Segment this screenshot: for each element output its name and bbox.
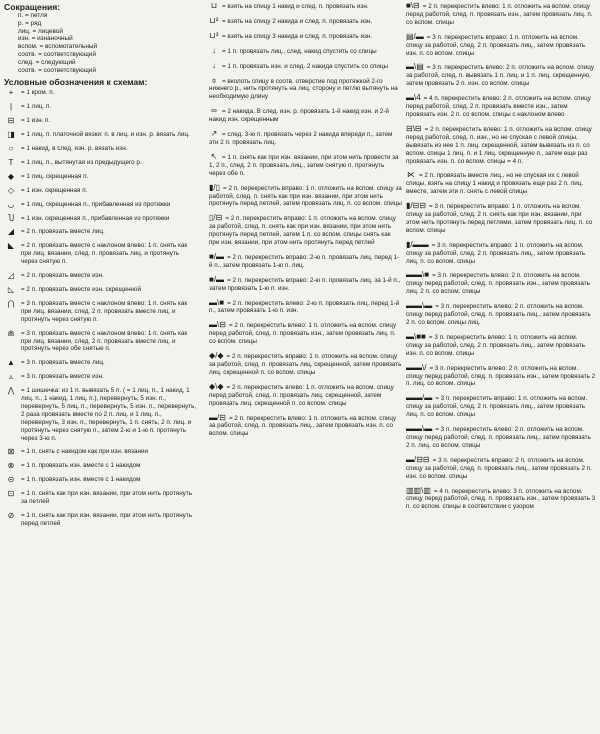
legend-entry-text: = 3 п. перекрестить вправо: 1 п. отложить на вспом. спицу за работой, след. 2 п. провязать лиц., затем провязать лиц. п. со вспом. спицы bbox=[406, 395, 588, 419]
abbreviation-item: р. = ряд bbox=[18, 19, 42, 27]
legend-entry-text: = 2 п. провязать вместе изн. bbox=[21, 272, 104, 280]
stitch-symbol-icon: ↗ bbox=[210, 129, 218, 139]
legend-entry-text: = 1 п. провязать изн. вместе с 1 накидом bbox=[21, 476, 141, 484]
stitch-symbol-icon: | bbox=[9, 102, 13, 112]
legend-entry bbox=[4, 373, 197, 381]
legend-entry bbox=[209, 130, 402, 147]
stitch-symbol-icon: + bbox=[8, 88, 14, 98]
stitch-symbol-icon: ▬\⊟ bbox=[209, 320, 226, 330]
legend-entry bbox=[209, 107, 402, 124]
abbreviation-item: п. = петля bbox=[18, 12, 48, 19]
column-1 bbox=[4, 2, 197, 528]
legend-entry-text: = 1 лиц. скрещенная п. bbox=[21, 172, 89, 180]
legend-entry-text: = след. 3-ю п. провязать через 2 накида впереди п., затем эти 2 п. провязать лиц. bbox=[209, 131, 393, 146]
stitch-symbol-icon: ↓ bbox=[212, 45, 216, 55]
stitch-symbol-icon: ⌽ bbox=[211, 75, 217, 85]
stitch-symbol-icon: ▬▬\■ bbox=[406, 270, 430, 280]
stitch-symbol-icon: ⋂ bbox=[7, 298, 15, 308]
legend-entry-text: = взять на спицу 3 накида и след. п. провязать изн. bbox=[222, 32, 373, 40]
legend-entry-text: = 2 п. провязать вместе лиц. bbox=[21, 228, 105, 236]
column-3 bbox=[406, 2, 596, 511]
abbreviation-item: вспом. = вспомогательный bbox=[18, 43, 98, 51]
legend-entry-text: = 2 п. перекрестить вправо: 1 п. отложить на вспом. спицу за работой, след. п. снять как при изн. вязании, при этом нить протянуть перед петлей, затем провязать лиц. п. со вспом. спицы bbox=[209, 184, 402, 208]
legend-entry bbox=[4, 359, 197, 367]
legend-entry-text: = 2 п. перекрестить влево: 2-ю п. провязать лиц. перед 1-й п., затем провязать 1-ю п. изн. bbox=[209, 299, 400, 315]
legend-entry-text: = 1 накид, в след. изн. р. вязать изн. bbox=[21, 145, 128, 152]
stitch-symbol-icon: T bbox=[8, 157, 14, 167]
legend-entry bbox=[4, 145, 197, 153]
legend-entry-text: = 4 п. перекрестить влево: 3 п. отложить на вспом. спицу перед работой, след. п. провязать изн., затем провязать 3 п. со вспом. спицы в соответствии с узором bbox=[406, 487, 596, 511]
legend-entry-text: = 3 п. перекрестить вправо: 2 п. отложить на вспом. спицу за работой, след. п. провязать лиц., затем провязать 2 п. изн. со вспом. спицы bbox=[406, 456, 592, 480]
stitch-symbol-icon: ▮/▬▬ bbox=[406, 239, 429, 249]
stitch-symbol-icon: ⊟\⊟ bbox=[406, 123, 422, 133]
legend-entry bbox=[406, 271, 596, 296]
abbreviation-item: соотв. = соответствующий bbox=[18, 50, 97, 58]
stitch-symbol-icon: ◆ bbox=[7, 171, 15, 181]
legend-entry bbox=[4, 201, 197, 209]
legend-entry bbox=[406, 364, 596, 389]
stitch-symbol-icon: ◡ bbox=[7, 199, 15, 209]
legend-entry-text: = 2 п. провязать вместе лиц., но не спуская их с левой спицы, взять на спицу 1 накид и провязать еще раз 2 п. лиц. вместе, затем эти п. снять с левой спицы bbox=[406, 172, 584, 196]
legend-entry-text: = 3 п. перекрестить вправо: 1 п. отложить на вспом. спицу за работой, след. 2 п. провязать лиц., затем провязать изн. п. со вспом. спицы bbox=[406, 33, 586, 57]
stitch-symbol-icon: ◇ bbox=[7, 185, 15, 195]
legend-entry bbox=[4, 117, 197, 125]
stitch-symbol-icon: ■\⊟ bbox=[406, 1, 420, 10]
stitch-symbol-icon: ▬\■■ bbox=[406, 331, 426, 341]
legend-entry bbox=[406, 94, 596, 119]
legend-entry-text: = взять на спицу 1 накид и след. п. провязать изн. bbox=[222, 3, 369, 10]
legend-entry bbox=[4, 131, 197, 139]
legend-entry bbox=[4, 103, 197, 111]
legend-entry-text: = 1 лиц. п. bbox=[21, 103, 52, 111]
legend-entry-text: = 2 п. перекрестить вправо: 2-ю п. провязать лиц. перед 1-й п., затем провязать 1-ю п. лиц. bbox=[209, 253, 400, 269]
legend-entry-text: = 1 шишечка: из 1 п. вывязать 5 п. ( = 1 лиц. п., 1 накид, 1 лиц. п., 1 накид, 1 лиц. п.), перевернуть, 5 изн. п., перевернуть, 5 лиц. п., перевернуть, 5 изн. п., перевернуть, 2 раза провязать вместе по 2 п. лиц. и 1 лиц. п., перевернуть, 3 изн. п., перевернуть, 1 п. снять, 2 п. лиц. и протянуть через снятую п., затем 2-ю и 1-ю п. протянуть через 3-ю п. bbox=[21, 387, 197, 442]
stitch-symbol-icon: ◺ bbox=[7, 284, 15, 294]
legend-entry-text: = 3 п. перекрестить влево: 1 п. отложить на вспом. спицу за работой, след. 2 п. провязать лиц., затем провязать изн. п. со вспом. спицы bbox=[406, 333, 586, 357]
legend-entry bbox=[209, 2, 402, 11]
legend-entry-text: = 2 п. перекрестить влево: 1 п. отложить на вспом. спицу перед работой, след. п. изн., но не спуская с левой спицы, вывязать из нее 1 п. лиц. скрещенной, затем вывязать из п. со вспом. спицы 1 лиц. п. и 1 лиц. скрещенную п., затем еще раз провязать изн. п. со вспом. спицы = 4 п. bbox=[406, 125, 592, 165]
legend-entry-text: = 1 п. снять как при изн. вязании, при этом нить провести за 1, 2 п., след. 2 п. провязать лиц., затем снятую п. протянуть через обе п. bbox=[209, 153, 399, 177]
legend-entry-text: = 1 п. провязать лиц., след. накид спустить со спицы bbox=[222, 47, 377, 55]
legend-entry-text: = 2 п. провязать вместе с наклоном влево: 1 п. снять как при лиц. вязании, след. п. провязать лиц. и протянуть через снятую п. bbox=[21, 242, 188, 266]
stitch-symbol-icon: ▲ bbox=[7, 358, 15, 368]
legend-entry bbox=[209, 153, 402, 178]
legend-entry bbox=[209, 184, 402, 209]
legend-entry bbox=[209, 414, 402, 439]
legend-entry bbox=[4, 286, 197, 294]
legend-entry bbox=[406, 302, 596, 327]
legend-entry-text: = 1 п. снять с накидом как при изн. вязании bbox=[21, 448, 148, 456]
stitch-symbol-icon: ▤/▬ bbox=[406, 31, 424, 41]
column-2 bbox=[209, 2, 402, 438]
legend-entry-text: = 2 п. перекрестить вправо: 2-ю п. провязать лиц. за 1-й п., затем провязать 1-ю п. изн. bbox=[209, 276, 401, 292]
legend-entry bbox=[4, 215, 197, 223]
stitch-symbol-icon: ▬▬/▬ bbox=[406, 393, 433, 403]
stitch-symbol-icon: ⊝ bbox=[7, 475, 15, 485]
legend-entry bbox=[4, 228, 197, 236]
legend-entry-text: = 3 п. провязать вместе лиц. bbox=[21, 359, 105, 367]
stitch-symbol-icon: ⊔² bbox=[209, 15, 219, 25]
stitch-symbol-icon: ▬▬\▬ bbox=[406, 301, 433, 311]
legend-title: Условные обозначения к схемам: bbox=[4, 77, 148, 88]
legend-entry bbox=[4, 272, 197, 280]
stitch-symbol-icon: ▥▥\▥ bbox=[406, 485, 431, 495]
legend-entry-text: = 1 п. провязать изн. и след. 2 накида спустить со спицы bbox=[222, 62, 389, 70]
stitch-symbol-icon: ■/▬ bbox=[209, 251, 225, 261]
legend-entry-text: = 3 п. перекрестить влево: 2 п. отложить на вспом. спицу перед работой, след. п. провязать лиц., затем провязать 2 п. со вспом. спицы лиц. bbox=[406, 303, 591, 326]
stitch-symbol-icon: ⋒ bbox=[7, 328, 15, 338]
legend-entry bbox=[406, 63, 596, 88]
abbreviation-item: лиц. = лицевой bbox=[18, 27, 63, 35]
legend-entry bbox=[406, 202, 596, 235]
legend-entry-text: = 2 п. перекрестить влево: 1 п. отложить на вспом. спицу за работой, след. п. провязать лиц., затем провязать изн. п. со вспом. спицы bbox=[209, 414, 397, 438]
legend-entry bbox=[209, 17, 402, 26]
legend-entry bbox=[209, 299, 402, 316]
stitch-symbol-icon: ⋉ bbox=[407, 170, 415, 180]
abbreviation-item: изн. = изнаночный bbox=[18, 35, 73, 43]
legend-entry-text: = 1 лиц. п., вытянутая из предыдущего р. bbox=[21, 158, 142, 166]
stitch-symbol-icon: ◢ bbox=[7, 227, 15, 237]
stitch-symbol-icon: ⊟ bbox=[7, 116, 15, 126]
legend-entry bbox=[406, 125, 596, 166]
legend-entry-text: = 1 лиц. п. платочной вязки: п. в лиц. и изн. р. вязать лиц. bbox=[21, 131, 190, 139]
legend-entry bbox=[4, 89, 197, 97]
legend-entry bbox=[406, 394, 596, 419]
legend-entry bbox=[209, 214, 402, 247]
legend-entry bbox=[4, 173, 197, 181]
stitch-symbol-icon: ▮/▯ bbox=[209, 182, 221, 192]
legend-list-2 bbox=[209, 2, 402, 438]
legend-entry bbox=[209, 77, 402, 102]
legend-entry bbox=[4, 242, 197, 266]
legend-entry bbox=[406, 425, 596, 450]
stitch-symbol-icon: ◆\◆ bbox=[209, 381, 224, 391]
stitch-symbol-icon: ▬\4 bbox=[406, 93, 421, 103]
legend-entry bbox=[4, 462, 197, 470]
legend-entry bbox=[406, 241, 596, 266]
stitch-symbol-icon: ⊔³ bbox=[209, 30, 219, 40]
legend-entry-text: = 1 изн. скрещенная п. bbox=[21, 186, 88, 194]
stitch-symbol-icon: ⊡ bbox=[7, 489, 15, 499]
stitch-symbol-icon: ▬\■ bbox=[209, 297, 225, 307]
legend-entry-text: = 1 п. провязать изн. вместе с 1 накидом bbox=[21, 462, 141, 470]
legend-entry-text: = 3 п. перекрестить вправо: 1 п. отложить на вспом. спицу за работой, след. 2 п. провязать лиц., затем провязать лиц. п. со вспом. спицы bbox=[406, 241, 586, 265]
stitch-symbol-icon: ⊠ bbox=[7, 447, 15, 457]
abbreviation-item: соотв. = соответствующий bbox=[18, 66, 97, 74]
legend-entry bbox=[209, 253, 402, 270]
stitch-symbol-icon: ⋀ bbox=[7, 386, 15, 396]
stitch-symbol-icon: Ⴎ bbox=[7, 213, 15, 223]
legend-entry bbox=[209, 321, 402, 346]
stitch-symbol-icon: ▬\▤ bbox=[406, 62, 424, 72]
legend-entry-text: = 3 п. перекрестить влево: 2 п. отложить на вспом. спицу перед работой, след. п. провязать изн., затем провязать лиц. 2 п. со вспом. спицы bbox=[406, 272, 590, 296]
legend-entry bbox=[4, 476, 197, 484]
legend-entry-text: = 2 п. перекрестить вправо: 1 п. отложить на вспом. спицу за работой, след. п. провязать лиц. скрещенной, затем провязать лиц. скрещенной п. со вспом. спицы bbox=[209, 353, 402, 376]
legend-entry-text: = 2 п. перекрестить вправо: 1 п. отложить на вспом. спицу за работой, след. п. снять как при изн. вязании, при этом нить протянуть перед петлей, затем 1 п. со вспом. спицы снять как при изн. вязании, при этом нить протянуть перед петлей bbox=[209, 215, 396, 247]
legend-entry-text: = 3 п. провязать вместе с наклоном влево: 1 п. снять как при лиц. вязании, след. 2 п. провязать вместе лиц. и протянуть через снятую п. bbox=[21, 299, 188, 323]
legend-entry bbox=[4, 387, 197, 442]
legend-entry bbox=[4, 448, 197, 456]
legend-entry bbox=[406, 456, 596, 481]
stitch-symbol-icon: ◿ bbox=[7, 271, 15, 281]
legend-entry bbox=[4, 330, 197, 354]
legend-entry-text: = 2 п. перекрестить влево: 1 п. отложить на вспом. спицу перед работой, след. п. провязать лиц. скрещенной, затем провязать лиц. скрещенной п. со вспом. спицы bbox=[209, 383, 394, 407]
legend-entry-text: = 3 п. провязать вместе с наклоном влево: 1 п. снять как при лиц. вязании, след. 2 п. провязать вместе лиц. и протянуть через обе снятые п. bbox=[21, 329, 188, 353]
legend-entry bbox=[209, 47, 402, 56]
legend-list-1 bbox=[4, 89, 197, 527]
legend-entry bbox=[209, 383, 402, 408]
stitch-symbol-icon: ∞ bbox=[211, 106, 217, 116]
stitch-symbol-icon: ⊘ bbox=[7, 511, 15, 520]
legend-entry-text: = 3 п. перекрестить влево: 2 п. отложить на вспом. спицу за работой, след. п. вывязать 1 п. лиц. и 1 п. лиц. скрещенную, затем провязать 2 п. изн. со вспом. спицы bbox=[406, 64, 594, 88]
legend-entry bbox=[4, 159, 197, 167]
abbreviations-list bbox=[4, 12, 197, 74]
legend-entry-text: = 2 п. провязать вместе изн. скрещенной bbox=[21, 285, 142, 293]
legend-entry-text: = 3 п. перекрестить влево: 2 п. отложить на вспом. спицу перед работой, след. п. провязать изн., затем провязать 2 п. лиц. со вспом. спицы bbox=[406, 364, 596, 388]
stitch-symbol-icon: ▬▬\/ bbox=[406, 362, 427, 372]
legend-entry-text: = 1 п. снять как при изн. вязании, при этом нить протянуть за петлей bbox=[21, 490, 192, 506]
legend-entry bbox=[4, 512, 197, 528]
stitch-symbol-icon: ■/▬ bbox=[209, 274, 225, 284]
legend-entry-text: = 2 накида. В след. изн. р. провязать 1-й накид изн. и 2-й накид изн. скрещенным bbox=[209, 108, 389, 124]
stitch-symbol-icon: ↓ bbox=[212, 60, 216, 70]
stitch-symbol-icon: ◆/◆ bbox=[209, 351, 224, 361]
legend-entry bbox=[406, 333, 596, 358]
stitch-symbol-icon: ▯/⊟ bbox=[209, 213, 223, 223]
legend-entry-text: = 1 п. снять как при изн. вязании, при этом нить протянуть перед петлей bbox=[21, 512, 192, 527]
legend-list-3 bbox=[406, 2, 596, 511]
legend-entry-text: = взять на спицу 2 накида и след. п. провязать изн. bbox=[222, 17, 373, 25]
legend-entry bbox=[4, 490, 197, 506]
legend-entry bbox=[406, 33, 596, 58]
stitch-symbol-icon: ▬▬\▬ bbox=[406, 424, 433, 434]
stitch-symbol-icon: ◨ bbox=[7, 130, 15, 140]
stitch-symbol-icon: ▬/⊟⊟ bbox=[406, 454, 430, 464]
legend-entry-text: = 4 п. перекрестить влево: 2 п. отложить на вспом. спицу перед работой, след. 2 п. провязать вместе изн., затем провязать изн. 2 п. со вспом. спицы с наклоном влево bbox=[406, 95, 591, 118]
legend-entry bbox=[4, 187, 197, 195]
legend-entry-text: = 1 кром. п. bbox=[21, 89, 55, 97]
legend-entry-text: = 3 п. перекрестить влево: 2 п. отложить на вспом. спицу перед работой, след. п. провязать лиц., затем провязать 2 п. лиц. со вспом. спицы bbox=[406, 426, 591, 449]
legend-entry bbox=[209, 352, 402, 377]
legend-entry-text: = 3 п. перекрестить вправо: 1 п. отложить на вспом. спицу за работой, след. 2 п. снять как при изн. вязании, при этом нить протянуть перед петлями, затем провязать лиц. п. со вспом. спицы bbox=[406, 203, 593, 234]
legend-entry-text: = 2 п. перекрестить влево: 1 п. отложить на вспом. спицу перед работой, след. п. провязать изн., затем провязать лиц. п. со вспом. спицы bbox=[209, 322, 397, 346]
stitch-symbol-icon: ↖ bbox=[210, 151, 218, 161]
abbreviations-title: Сокращения: bbox=[4, 2, 61, 12]
stitch-symbol-icon: ⊗ bbox=[7, 461, 15, 471]
legend-entry bbox=[209, 32, 402, 41]
legend-entry bbox=[406, 171, 596, 196]
legend-entry bbox=[4, 300, 197, 324]
stitch-symbol-icon: ▬/⊟ bbox=[209, 412, 226, 422]
legend-entry-text: = 1 лиц. скрещенная п., прибавленная из протяжки bbox=[21, 200, 171, 208]
legend-entry bbox=[406, 487, 596, 512]
stitch-symbol-icon: ▵ bbox=[8, 372, 13, 382]
stitch-symbol-icon: ▮/⊟⊟ bbox=[406, 201, 427, 211]
legend-entry bbox=[406, 2, 596, 27]
legend-entry bbox=[209, 62, 402, 71]
legend-entry-text: = 2 п. перекрестить влево: 1 п. отложить на вспом. спицу перед работой, след. п. провязать изн., затем провязать лиц. п. со вспом. спицы bbox=[406, 3, 593, 26]
stitch-symbol-icon: ◣ bbox=[7, 241, 15, 251]
legend-entry-text: = 1 изн. скрещенная п., прибавленная из протяжки bbox=[21, 214, 170, 222]
stitch-symbol-icon: ○ bbox=[8, 144, 14, 153]
stitch-symbol-icon: ⊔ bbox=[210, 1, 218, 10]
legend-entry bbox=[209, 276, 402, 293]
abbreviation-item: след. = следующий bbox=[18, 58, 76, 66]
legend-entry-text: = 1 изн. п. bbox=[21, 117, 51, 125]
legend-entry-text: = вколоть спицу в соотв. отверстие под протяжкой 2-го нижнего р., нить протянуть на лиц. сторону и петлю вытянуть на необходимую длину bbox=[209, 77, 398, 101]
legend-entry-text: = 3 п. провязать вместе изн. bbox=[21, 373, 104, 381]
